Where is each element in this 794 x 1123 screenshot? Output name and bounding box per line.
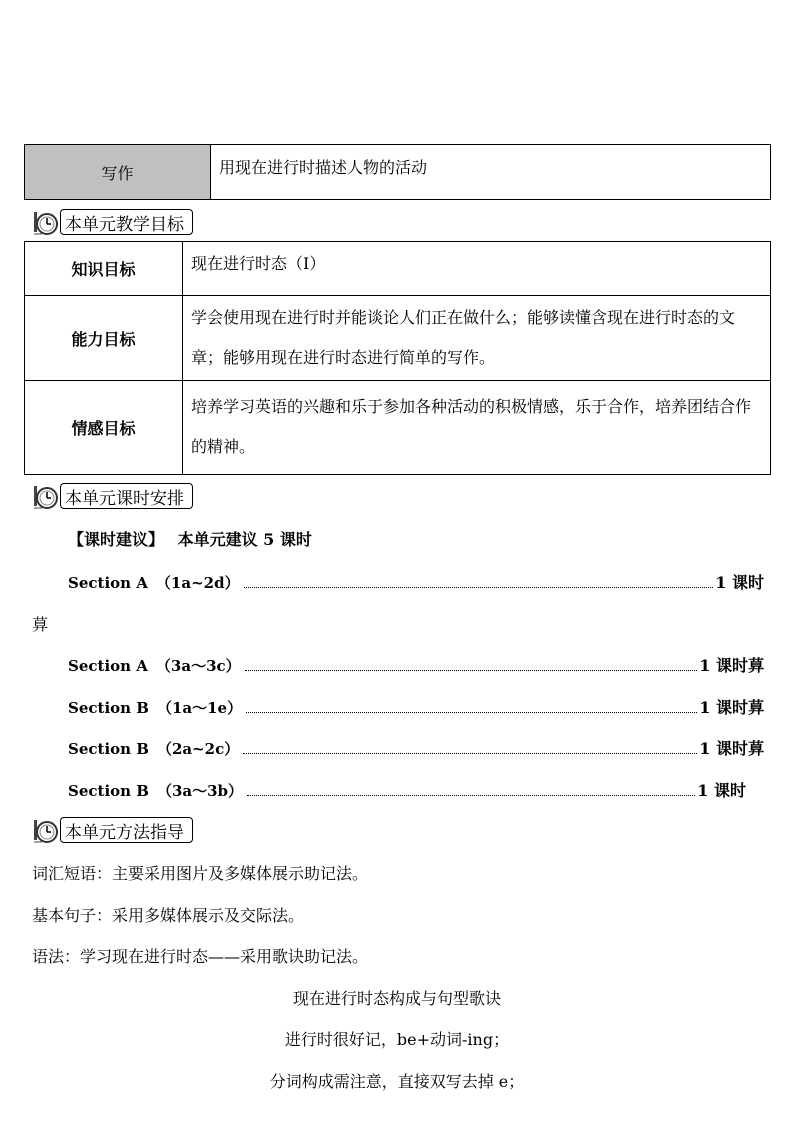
- writing-label: 写作: [25, 145, 211, 200]
- leader-dots: [247, 794, 695, 796]
- method-heading: [32, 816, 193, 844]
- schedule-heading-text: 本单元课时安排: [60, 483, 193, 509]
- method-line: 语法：学习现在进行时态——采用歌诀助记法。: [32, 947, 369, 966]
- schedule-item: [68, 695, 764, 718]
- goal-row: [25, 381, 771, 475]
- rhyme-line: 进行时很好记，be+动词-ing；: [284, 1030, 510, 1049]
- leader-dots: [245, 669, 698, 671]
- writing-text: 用现在进行时描述人物的活动: [211, 145, 771, 200]
- suggestion-text: 本单元建议 5 课时: [177, 530, 312, 549]
- schedule-range: （3a～3b）: [156, 782, 244, 800]
- suggestion-label: 【课时建议】: [68, 530, 165, 549]
- schedule-hours: 1 课时萛: [699, 656, 764, 675]
- schedule-range: （1a~2d）: [155, 574, 240, 592]
- clock-icon: [32, 209, 58, 235]
- schedule-hours: 1 课时: [697, 781, 746, 800]
- goal-text: 培养学习英语的兴趣和乐于参加各种活动的积极情感，乐于合作，培养团结合作的精神。: [183, 381, 771, 475]
- goals-heading-text: 本单元教学目标: [60, 209, 193, 235]
- schedule-item: [68, 653, 764, 676]
- schedule-section: Section A: [68, 657, 148, 675]
- schedule-hours: 1 课时: [715, 573, 764, 592]
- schedule-range: （2a~2c）: [156, 740, 240, 758]
- clock-icon: [32, 483, 58, 509]
- goal-row: [25, 296, 771, 381]
- schedule-heading: [32, 482, 193, 510]
- schedule-range: （3a～3c）: [155, 657, 241, 675]
- schedule-hours: 1 课时萛: [699, 698, 764, 717]
- leader-dots: [244, 586, 714, 588]
- schedule-section: Section B: [68, 782, 149, 800]
- schedule-hours: 1 课时萛: [699, 739, 764, 758]
- schedule-suggestion: [68, 527, 312, 550]
- clock-icon: [32, 817, 58, 843]
- schedule-section: Section B: [68, 699, 149, 717]
- method-line: 基本句子：采用多媒体展示及交际法。: [32, 906, 305, 925]
- rhyme-title: 现在进行时态构成与句型歌诀: [292, 989, 501, 1008]
- schedule-item: [68, 570, 764, 593]
- schedule-section: Section B: [68, 740, 149, 758]
- schedule-item: [68, 736, 764, 759]
- leader-dots: [243, 752, 697, 754]
- writing-table: [24, 144, 771, 200]
- goal-text: 现在进行时态（I）: [183, 242, 771, 296]
- goals-heading: [32, 208, 193, 236]
- method-heading-text: 本单元方法指导: [60, 817, 193, 843]
- goal-label: 情感目标: [25, 381, 183, 475]
- schedule-item: [68, 778, 746, 801]
- schedule-range: （1a～1e）: [156, 699, 243, 717]
- rhyme-line: 分词构成需注意，直接双写去掉 e；: [269, 1072, 525, 1091]
- goal-label: 能力目标: [25, 296, 183, 381]
- leader-dots: [246, 711, 697, 713]
- goal-label: 知识目标: [25, 242, 183, 296]
- schedule-section: Section A: [68, 574, 148, 592]
- goal-text: 学会使用现在进行时并能谈论人们正在做什么；能够读懂含现在进行时态的文章；能够用现在进行时态进行简单的写作。: [183, 296, 771, 381]
- goal-row: [25, 242, 771, 296]
- goals-table: [24, 241, 771, 475]
- method-line: 词汇短语：主要采用图片及多媒体展示助记法。: [32, 864, 369, 883]
- schedule-overflow: 萛: [32, 615, 49, 634]
